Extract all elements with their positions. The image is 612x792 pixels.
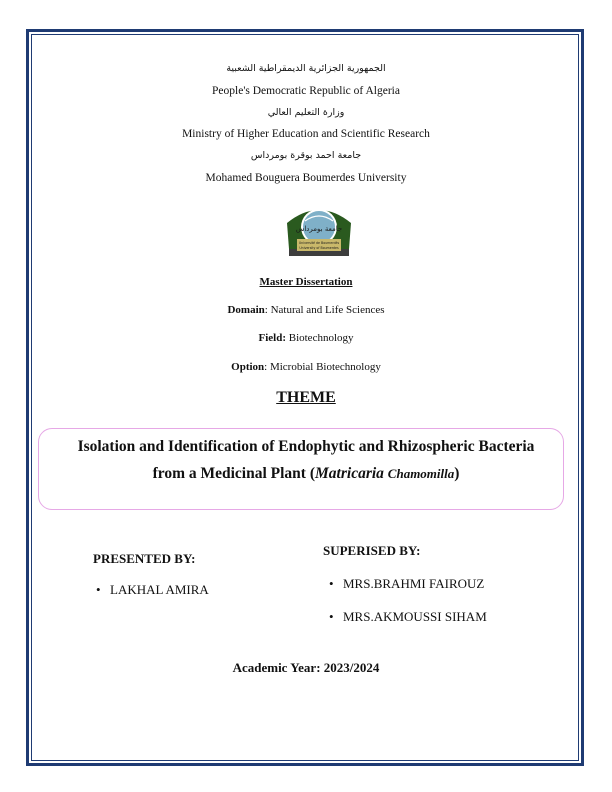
thesis-title-line2 (0, 465, 612, 483)
thesis-title-line1: Isolation and Identification of Endophytic and Rhizospheric Bacteria (77, 438, 535, 455)
supervisor-name-text: MRS.AKMOUSSI SIHAM (343, 609, 487, 624)
title-prefix: from a Medicinal Plant ( (152, 465, 316, 482)
university-seal-icon (283, 201, 355, 257)
theme-heading: THEME (276, 389, 336, 406)
option-value: : Microbial Biotechnology (264, 361, 381, 373)
logo-latin-line2: University of Boumerdes (299, 246, 339, 250)
academic-year: Academic Year: 2023/2024 (232, 660, 380, 675)
arabic-republic-name: الجمهورية الجزائرية الديمقراطية الشعبية (226, 63, 386, 74)
title-species: Chamomilla (387, 466, 455, 481)
supervisor-name (329, 576, 484, 592)
bullet-icon: • (329, 576, 334, 591)
title-genus: Matricaria (315, 465, 384, 482)
domain-value: : Natural and Life Sciences (264, 304, 385, 316)
student-name-text: LAKHAL AMIRA (110, 582, 209, 597)
field-line (0, 332, 612, 344)
supervisor-name-text: MRS.BRAHMI FAIROUZ (343, 576, 485, 591)
arabic-university-name: جامعة احمد بوقرة بومرداس (250, 150, 362, 161)
option-label: Option (231, 361, 265, 373)
arabic-ministry-name: وزارة التعليم العالي (267, 107, 345, 118)
university-name: Mohamed Bouguera Boumerdes University (205, 172, 407, 184)
logo-latin-line1: Université de Boumerdès (298, 241, 340, 245)
domain-line (0, 304, 612, 316)
republic-name: People's Democratic Republic of Algeria (212, 85, 400, 97)
presented-by-label: PRESENTED BY: (93, 551, 196, 566)
field-label: Field: (258, 332, 286, 344)
supervised-by-label: SUPERISED BY: (323, 543, 421, 558)
domain-label: Domain (227, 304, 265, 316)
bullet-icon: • (96, 582, 101, 597)
bullet-icon: • (329, 609, 334, 624)
student-name (96, 582, 209, 598)
field-value: Biotechnology (285, 332, 354, 344)
title-suffix: ) (454, 465, 460, 482)
logo-arabic-text: جامعة بومرداس (295, 225, 343, 233)
option-line (0, 361, 612, 373)
ministry-name: Ministry of Higher Education and Scientific Research (182, 128, 430, 140)
supervisor-name (329, 609, 487, 625)
dissertation-heading: Master Dissertation (259, 276, 353, 288)
